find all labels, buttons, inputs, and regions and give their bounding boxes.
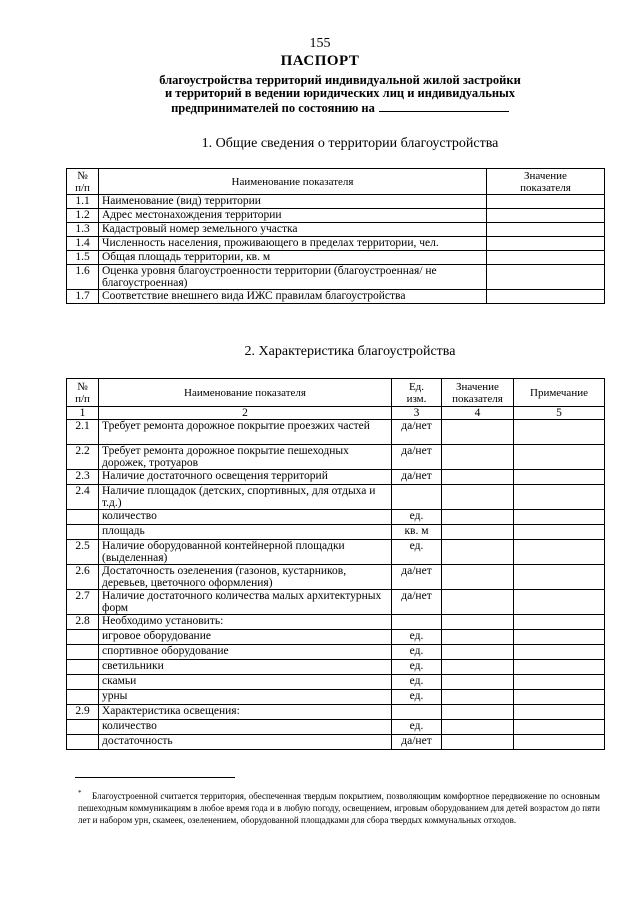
col-header-name: Наименование показателя (99, 169, 487, 195)
row-indicator-name: Требует ремонта дорожное покрытие проезжих частей (99, 420, 392, 445)
row-indicator-name: скамьи (99, 675, 392, 690)
subtitle-line-3 (110, 100, 570, 115)
table-row (67, 445, 605, 470)
row-note-cell[interactable] (514, 525, 605, 540)
row-note-cell[interactable] (514, 540, 605, 565)
row-note-cell[interactable] (514, 615, 605, 630)
row-number: 1.4 (67, 237, 99, 251)
row-indicator-name: количество (99, 720, 392, 735)
table-row (67, 690, 605, 705)
row-unit (392, 485, 442, 510)
col-header-value: Значение показателя (487, 169, 605, 195)
row-note-cell[interactable] (514, 565, 605, 590)
row-number (67, 675, 99, 690)
footnote-divider (75, 777, 235, 778)
row-number (67, 660, 99, 675)
row-number (67, 720, 99, 735)
row-number (67, 525, 99, 540)
row-indicator-name: светильники (99, 660, 392, 675)
row-value-cell[interactable] (442, 690, 514, 705)
row-value-cell[interactable] (442, 630, 514, 645)
row-number: 2.9 (67, 705, 99, 720)
row-unit: да/нет (392, 470, 442, 485)
row-value-cell[interactable] (442, 445, 514, 470)
row-number: 1.6 (67, 265, 99, 290)
row-indicator-name: спортивное оборудование (99, 645, 392, 660)
row-unit: ед. (392, 690, 442, 705)
row-note-cell[interactable] (514, 420, 605, 445)
col-header-unit: Ед. изм. (392, 379, 442, 407)
col-number: 5 (514, 407, 605, 420)
row-unit: ед. (392, 660, 442, 675)
row-value-cell[interactable] (442, 615, 514, 630)
table-row (67, 470, 605, 485)
row-unit: ед. (392, 540, 442, 565)
row-value-cell[interactable] (442, 510, 514, 525)
row-indicator-name: Наличие достаточного количества малых архитектурных форм (99, 590, 392, 615)
table-row (67, 615, 605, 630)
col-number: 1 (67, 407, 99, 420)
row-indicator-name: игровое оборудование (99, 630, 392, 645)
general-info-table (66, 168, 605, 304)
row-number: 1.2 (67, 209, 99, 223)
row-note-cell[interactable] (514, 445, 605, 470)
row-note-cell[interactable] (514, 630, 605, 645)
row-value-cell[interactable] (442, 675, 514, 690)
row-unit: ед. (392, 510, 442, 525)
table-row (67, 485, 605, 510)
row-indicator-name: урны (99, 690, 392, 705)
table-row (67, 237, 605, 251)
row-number: 1.3 (67, 223, 99, 237)
row-number: 1.5 (67, 251, 99, 265)
table-row (67, 209, 605, 223)
col-number: 2 (99, 407, 392, 420)
row-unit: ед. (392, 630, 442, 645)
row-value-cell[interactable] (442, 540, 514, 565)
row-number: 2.6 (67, 565, 99, 590)
row-unit: да/нет (392, 445, 442, 470)
row-unit: ед. (392, 645, 442, 660)
row-unit (392, 615, 442, 630)
document-subtitle (110, 74, 570, 115)
row-number: 2.8 (67, 615, 99, 630)
table-row (67, 630, 605, 645)
row-unit: ед. (392, 675, 442, 690)
row-indicator-name: Требует ремонта дорожное покрытие пешеходных дорожек, тротуаров (99, 445, 392, 470)
col-header-note: Примечание (514, 379, 605, 407)
row-unit: да/нет (392, 565, 442, 590)
row-unit: кв. м (392, 525, 442, 540)
row-indicator-name: количество (99, 510, 392, 525)
row-indicator-name: Наличие достаточного освещения территорий (99, 470, 392, 485)
row-number: 2.3 (67, 470, 99, 485)
subtitle-line-2: и территорий в ведении юридических лиц и индивидуальных (164, 86, 516, 100)
date-blank-field[interactable] (379, 100, 509, 112)
table-row (67, 223, 605, 237)
row-value-cell[interactable] (442, 735, 514, 750)
row-note-cell[interactable] (514, 675, 605, 690)
table-row (67, 195, 605, 209)
table-row (67, 735, 605, 750)
table-row (67, 525, 605, 540)
col-header-value: Значение показателя (442, 379, 514, 407)
table-row (67, 540, 605, 565)
section-2-title: 2. Характеристика благоустройства (244, 344, 456, 359)
row-number: 2.7 (67, 590, 99, 615)
table-row (67, 265, 605, 290)
row-value-cell[interactable] (442, 705, 514, 720)
footnote-text: Благоустроенной считается территория, обеспеченная твердым покрытием, позволяющим комфортное передвижение по основным пешеходным коммуникациям в любое время года и в любую погоду, освещением, игровым оборудованием для детей возрастом до пяти лет и набором урн, скамеек, озеленением, оборудованной площадками для сбора твердых коммунальных отходов. (78, 791, 600, 825)
table-row (67, 675, 605, 690)
row-number (67, 690, 99, 705)
row-note-cell[interactable] (514, 510, 605, 525)
row-value-cell[interactable] (442, 485, 514, 510)
col-header-name: Наименование показателя (99, 379, 392, 407)
row-number (67, 735, 99, 750)
row-note-cell[interactable] (514, 485, 605, 510)
row-unit: ед. (392, 720, 442, 735)
row-note-cell[interactable] (514, 590, 605, 615)
table-row (67, 705, 605, 720)
page-number: 155 (309, 36, 331, 51)
row-value-cell[interactable] (442, 470, 514, 485)
row-note-cell[interactable] (514, 690, 605, 705)
row-unit: да/нет (392, 590, 442, 615)
footnote-mark: * (78, 789, 82, 797)
row-indicator-name: Наименование (вид) территории (99, 195, 487, 209)
col-header-num: № п/п (67, 169, 99, 195)
row-indicator-name: Наличие площадок (детских, спортивных, для отдыха и т.д.) (99, 485, 392, 510)
row-number (67, 510, 99, 525)
row-number (67, 630, 99, 645)
row-note-cell[interactable] (514, 720, 605, 735)
table-row (67, 645, 605, 660)
row-value-cell[interactable] (487, 265, 605, 290)
row-value-cell[interactable] (442, 660, 514, 675)
row-indicator-name: Численность населения, проживающего в пределах территории, чел. (99, 237, 487, 251)
table-row (67, 420, 605, 445)
row-note-cell[interactable] (514, 645, 605, 660)
footnote (78, 787, 600, 826)
row-indicator-name: Необходимо установить: (99, 615, 392, 630)
row-indicator-name: Общая площадь территории, кв. м (99, 251, 487, 265)
row-indicator-name: Характеристика освещения: (99, 705, 392, 720)
document-title: ПАСПОРТ (280, 53, 360, 69)
row-number: 2.4 (67, 485, 99, 510)
row-note-cell[interactable] (514, 735, 605, 750)
table-row (67, 251, 605, 265)
row-value-cell[interactable] (442, 525, 514, 540)
subtitle-line-3-text: предпринимателей по состоянию на (171, 101, 375, 115)
row-value-cell[interactable] (487, 251, 605, 265)
section-1-title: 1. Общие сведения о территории благоустройства (201, 136, 499, 151)
row-unit (392, 705, 442, 720)
col-header-num: № п/п (67, 379, 99, 407)
row-number (67, 645, 99, 660)
table-row (67, 565, 605, 590)
row-value-cell[interactable] (487, 290, 605, 304)
row-unit: да/нет (392, 420, 442, 445)
row-indicator-name: Кадастровый номер земельного участка (99, 223, 487, 237)
row-number: 2.1 (67, 420, 99, 445)
col-number: 4 (442, 407, 514, 420)
row-indicator-name: Наличие оборудованной контейнерной площадки (выделенная) (99, 540, 392, 565)
row-indicator-name: достаточность (99, 735, 392, 750)
row-unit: да/нет (392, 735, 442, 750)
row-value-cell[interactable] (442, 590, 514, 615)
row-number: 2.2 (67, 445, 99, 470)
table-row (67, 510, 605, 525)
row-note-cell[interactable] (514, 705, 605, 720)
row-value-cell[interactable] (487, 195, 605, 209)
row-value-cell[interactable] (487, 209, 605, 223)
row-value-cell[interactable] (442, 420, 514, 445)
subtitle-line-1: благоустройства территорий индивидуальной жилой застройки (159, 73, 521, 87)
row-note-cell[interactable] (514, 470, 605, 485)
characteristics-table (66, 378, 605, 750)
table-row (67, 720, 605, 735)
row-value-cell[interactable] (442, 645, 514, 660)
row-note-cell[interactable] (514, 660, 605, 675)
row-indicator-name: Достаточность озеленения (газонов, кустарников, деревьев, цветочного оформления) (99, 565, 392, 590)
row-indicator-name: Оценка уровня благоустроенности территории (благоустроенная/ не благоустроенная) (99, 265, 487, 290)
table-row (67, 290, 605, 304)
row-value-cell[interactable] (442, 720, 514, 735)
table-row (67, 590, 605, 615)
table-row (67, 660, 605, 675)
row-value-cell[interactable] (442, 565, 514, 590)
row-number: 1.1 (67, 195, 99, 209)
row-indicator-name: Соответствие внешнего вида ИЖС правилам благоустройства (99, 290, 487, 304)
row-indicator-name: площадь (99, 525, 392, 540)
row-number: 1.7 (67, 290, 99, 304)
row-indicator-name: Адрес местонахождения территории (99, 209, 487, 223)
row-value-cell[interactable] (487, 237, 605, 251)
row-number: 2.5 (67, 540, 99, 565)
row-value-cell[interactable] (487, 223, 605, 237)
col-number: 3 (392, 407, 442, 420)
